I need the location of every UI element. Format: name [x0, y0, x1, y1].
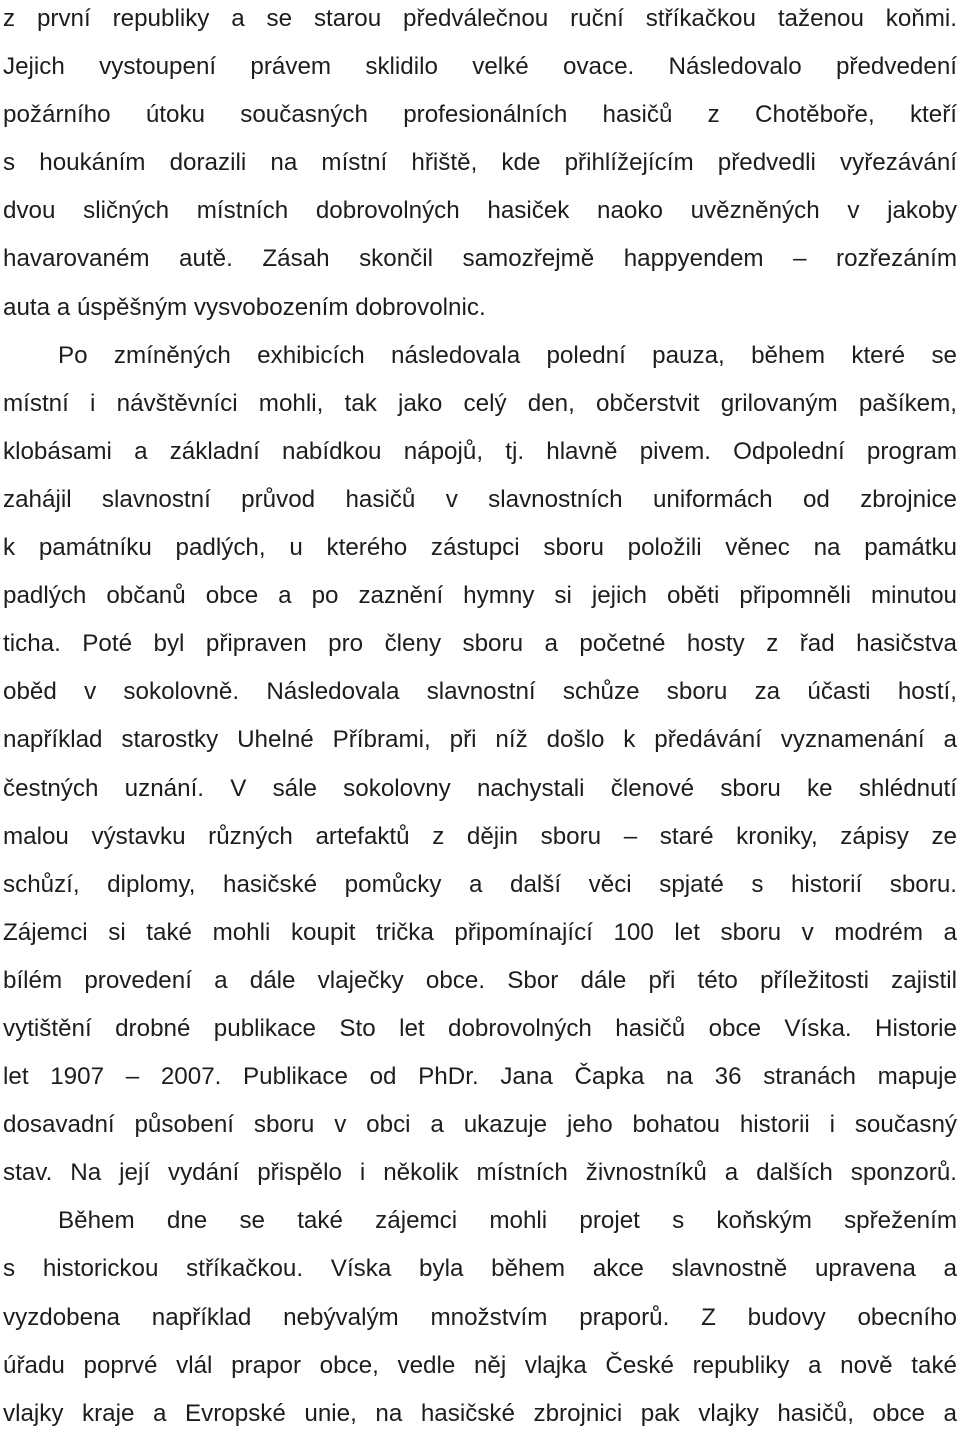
text-line: auta a úspěšným vysvobozením dobrovolnic. [3, 293, 486, 321]
text-line: ticha. Poté byl připraven pro členy sboru a početné hosty z řad hasičstva [3, 630, 957, 658]
text-line: Během dne se také zájemci mohli projet s koňským spřežením [58, 1207, 957, 1235]
document-body [3, 0, 957, 1438]
text-line: místní i návštěvníci mohli, tak jako celý den, občerstvit grilovaným pašíkem, [3, 389, 957, 417]
text-line: Po zmíněných exhibicích následovala polední pauza, během které se [58, 341, 957, 369]
paragraph [3, 0, 957, 332]
text-line: k památníku padlých, u kterého zástupci sboru položili věnec na památku [3, 534, 957, 562]
text-line: z první republiky a se starou předválečnou ruční stříkačkou taženou koňmi. [3, 5, 957, 32]
text-line: havarovaném autě. Zásah skončil samozřejmě happyendem – rozřezáním [3, 245, 957, 273]
text-line: například starostky Uhelné Příbrami, při níž došlo k předávání vyznamenání a [3, 726, 957, 754]
text-line: Jejich vystoupení právem sklidilo velké ovace. Následovalo předvedení [3, 53, 957, 81]
text-line: s historickou stříkačkou. Víska byla během akce slavnostně upravena a [3, 1255, 957, 1283]
text-line: čestných uznání. V sále sokolovny nachystali členové sboru ke shlédnutí [3, 774, 957, 802]
text-line: stav. Na její vydání přispělo i několik místních živnostníků a dalších sponzorů. [3, 1159, 957, 1187]
text-line: vlajky kraje a Evropské unie, na hasičské zbrojnici pak vlajky hasičů, obce a [3, 1399, 957, 1427]
text-line: požárního útoku současných profesionálních hasičů z Chotěboře, kteří [3, 101, 957, 129]
text-line: vyzdobena například nebývalým množstvím praporů. Z budovy obecního [3, 1303, 957, 1331]
paragraph [3, 332, 957, 1198]
text-line: klobásami a základní nabídkou nápojů, tj. hlavně pivem. Odpolední program [3, 437, 957, 465]
text-line: dvou sličných místních dobrovolných hasiček naoko uvězněných v jakoby [3, 197, 957, 225]
text-line: padlých občanů obce a po zaznění hymny si jejich oběti připomněli minutou [3, 582, 957, 610]
text-line: schůzí, diplomy, hasičské pomůcky a další věci spjaté s historií sboru. [3, 870, 957, 898]
text-line: s houkáním dorazili na místní hřiště, kde přihlížejícím předvedli vyřezávání [3, 149, 957, 177]
text-line: úřadu poprvé vlál prapor obce, vedle něj vlajka České republiky a nově také [3, 1351, 957, 1379]
paragraph [3, 1197, 957, 1437]
text-line: Zájemci si také mohli koupit trička připomínající 100 let sboru v modrém a [3, 918, 957, 946]
text-line: vytištění drobné publikace Sto let dobrovolných hasičů obce Víska. Historie [3, 1014, 957, 1042]
text-line: bílém provedení a dále vlaječky obce. Sbor dále při této příležitosti zajistil [3, 966, 957, 994]
text-line: malou výstavku různých artefaktů z dějin sboru – staré kroniky, zápisy ze [3, 822, 957, 850]
text-line: let 1907 – 2007. Publikace od PhDr. Jana Čapka na 36 stranách mapuje [3, 1063, 957, 1091]
text-line: zahájil slavnostní průvod hasičů v slavnostních uniformách od zbrojnice [3, 485, 957, 513]
text-line: oběd v sokolovně. Následovala slavnostní schůze sboru za účasti hostí, [3, 678, 957, 706]
text-line: dosavadní působení sboru v obci a ukazuje jeho bohatou historii i současný [3, 1111, 957, 1139]
